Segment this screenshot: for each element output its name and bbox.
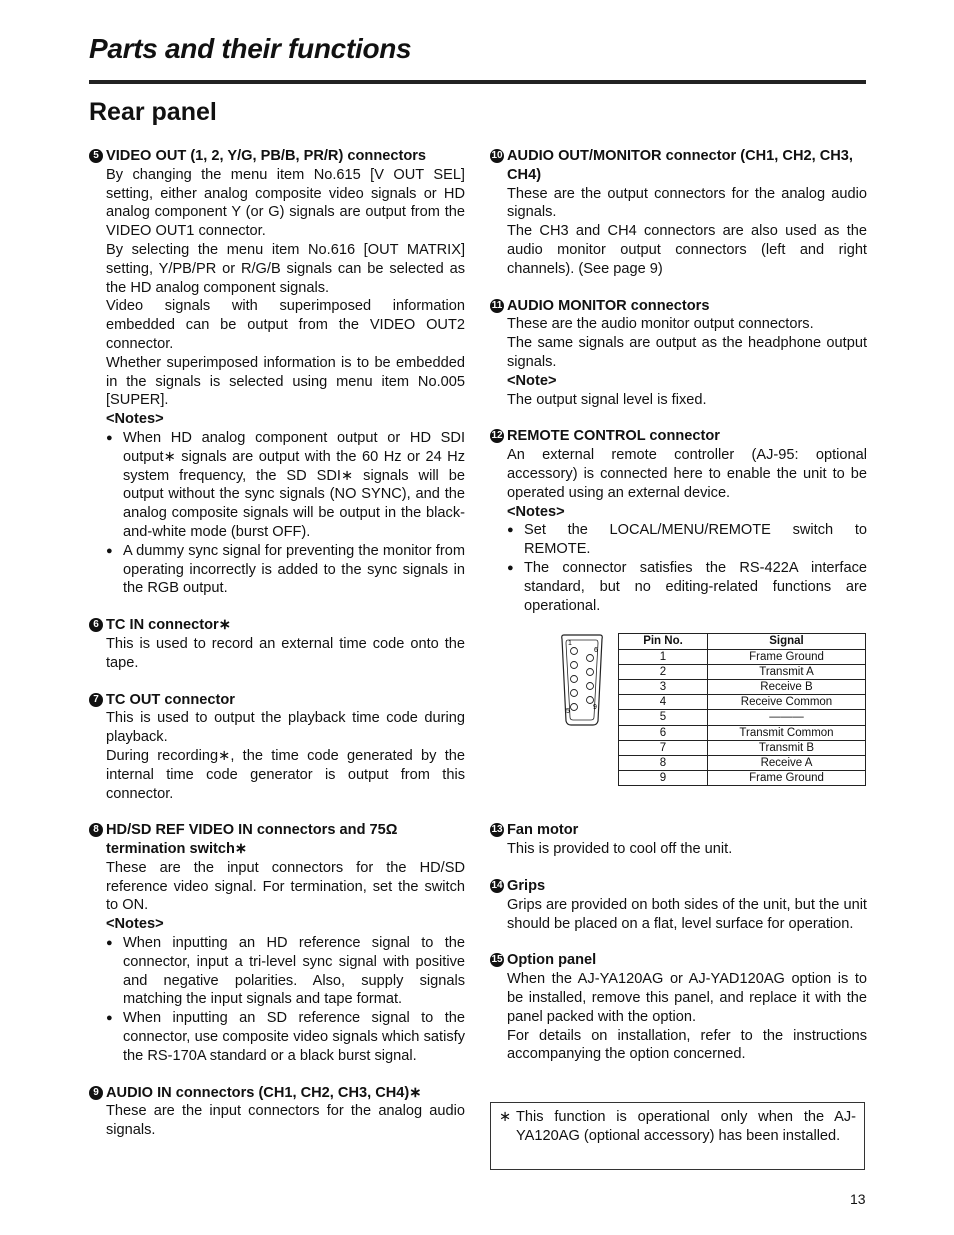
item-body [507, 896, 867, 934]
item-paragraph: For details on installation, refer to the instructions accompanying the option concerned. [507, 1027, 867, 1063]
pin-number-cell: 7 [619, 740, 708, 755]
bullet-text: When HD analog component output or HD SDI output∗ signals are output with the 60 Hz or 24 Hz system frequency, the SD SDI∗ signals will be output without the sync signals (NO SYNC), and the analog composite signals will be output in the black-and-white mode (burst OFF). [123, 429, 465, 540]
pin-4 [571, 690, 578, 697]
item-number-badge: 12 [491, 430, 503, 442]
bullet-text: A dummy sync signal for preventing the monitor from operating incorrectly is added to the sync signals in the RGB output. [123, 542, 465, 597]
table-row [619, 725, 866, 740]
bullet-icon: ● [106, 937, 113, 950]
item-15 [490, 951, 867, 1064]
pin-table [618, 633, 866, 786]
table-row [619, 649, 866, 664]
item-body [507, 840, 867, 859]
table-row [619, 740, 866, 755]
bullet-icon: ● [106, 1012, 113, 1025]
item-heading-text: Grips [507, 877, 546, 894]
item-paragraph: These are the audio monitor output connectors. [507, 316, 814, 333]
item-10 [490, 147, 867, 279]
item-heading [89, 821, 465, 859]
pin-6 [587, 655, 594, 662]
notes-label: <Notes> [106, 916, 164, 933]
pin-5 [571, 704, 578, 711]
item-paragraph: Video signals with superimposed information embedded can be output from the VIDEO OUT2 connector. [106, 298, 465, 352]
item-paragraph: This is used to record an external time code onto the tape. [106, 635, 465, 671]
item-12 [490, 427, 867, 615]
pin-3 [571, 676, 578, 683]
pin-number-cell: 5 [619, 710, 708, 725]
pin-number-cell: 4 [619, 695, 708, 710]
title-rule [89, 80, 866, 84]
bullet-text: When inputting an SD reference signal to the connector, use composite video signals which satisfy the RS-170A standard or a black burst signal. [123, 1010, 465, 1064]
item-heading-text: TC IN connector∗ [106, 617, 231, 634]
item-paragraph: This is provided to cool off the unit. [507, 841, 733, 858]
item-body [106, 859, 465, 1066]
item-14 [490, 877, 867, 933]
item-heading [490, 951, 867, 970]
note-bullet [106, 934, 465, 1009]
notes-label: <Notes> [507, 503, 565, 520]
pin-label: 6 [594, 647, 598, 655]
signal-cell: Frame Ground [708, 649, 866, 664]
item-paragraph: These are the output connectors for the analog audio signals. [507, 185, 867, 221]
pin-1 [571, 648, 578, 655]
signal-cell: Transmit Common [708, 725, 866, 740]
right-column [490, 147, 867, 1082]
pin-table-header-row [619, 634, 866, 649]
pin-assignment-area [490, 633, 867, 803]
item-body [507, 970, 867, 1064]
item-number-badge: 9 [89, 1086, 103, 1100]
footnote-box [490, 1102, 865, 1170]
item-paragraph: This is used to output the playback time code during playback. [106, 710, 465, 746]
item-paragraph: During recording∗, the time code generated by the internal time code generator is output from this connector. [106, 747, 465, 802]
pin-label: 1 [568, 640, 572, 648]
item-body [106, 1102, 465, 1140]
item-8 [89, 821, 465, 1065]
item-paragraph: The same signals are output as the headphone output signals. [507, 335, 867, 370]
item-heading-text: TC OUT connector [106, 691, 235, 708]
signal-cell: Receive Common [708, 695, 866, 710]
item-number-badge: 5 [89, 149, 103, 163]
page-number: 13 [850, 1191, 866, 1207]
item-heading [490, 427, 867, 446]
table-row [619, 695, 866, 710]
pin-number-cell: 9 [619, 771, 708, 786]
pin-number-cell: 6 [619, 725, 708, 740]
left-column [89, 147, 465, 1158]
item-heading [89, 691, 465, 710]
item-number-badge: 10 [491, 150, 503, 161]
note-bullet [106, 1009, 465, 1065]
signal-cell: Receive B [708, 679, 866, 694]
item-paragraph: The output signal level is fixed. [507, 391, 707, 408]
item-5 [89, 147, 465, 598]
item-heading [490, 297, 867, 316]
table-row [619, 710, 866, 725]
pin-number-cell: 3 [619, 679, 708, 694]
table-row [619, 755, 866, 770]
item-body [507, 185, 867, 279]
item-paragraph: When the AJ-YA120AG or AJ-YAD120AG option is to be installed, remove this panel, and replace it with the panel packed with the option. [507, 971, 867, 1025]
item-heading [89, 1084, 465, 1103]
item-number-badge: 6 [89, 618, 103, 632]
bullet-icon: ● [507, 524, 514, 537]
item-number-badge: 13 [491, 824, 503, 836]
note-bullet [106, 542, 465, 598]
item-9 [89, 1084, 465, 1140]
table-row [619, 664, 866, 679]
item-number-badge: 15 [491, 954, 503, 966]
signal-cell: Transmit B [708, 740, 866, 755]
item-heading-text: Fan motor [507, 822, 579, 839]
item-paragraph: Whether superimposed information is to be embedded in the signals is selected using menu item No.005 [SUPER]. [106, 354, 465, 409]
item-number-badge: 8 [89, 823, 103, 837]
item-7 [89, 691, 465, 804]
item-body [106, 166, 465, 598]
item-number-badge: 14 [491, 879, 503, 891]
item-paragraph: The CH3 and CH4 connectors are also used as the audio monitor output connectors (left and right channels). (See page 9) [507, 223, 867, 277]
item-paragraph: By changing the menu item No.615 [V OUT SEL] setting, either analog composite video signals or HD analog component Y (or G) signals are output from the VIDEO OUT1 connector. [106, 166, 465, 240]
section-title: Rear panel [89, 98, 217, 126]
item-paragraph: Grips are provided on both sides of the unit, but the unit should be placed on a flat, level surface for operation. [507, 896, 867, 932]
bullet-text: The connector satisfies the RS-422A interface standard, but no editing-related functions are operational. [524, 559, 867, 614]
bullet-icon: ● [106, 431, 113, 444]
item-heading-text: HD/SD REF VIDEO IN connectors and 75Ω termination switch∗ [106, 822, 398, 858]
note-bullet [507, 521, 867, 559]
item-body [106, 635, 465, 673]
pin-number-cell: 2 [619, 664, 708, 679]
item-heading-text: AUDIO MONITOR connectors [507, 297, 710, 314]
item-heading [89, 616, 465, 635]
pin-label: 9 [593, 704, 597, 712]
item-heading-text: Option panel [507, 952, 597, 969]
page-title: Parts and their functions [89, 33, 412, 64]
item-11 [490, 297, 867, 410]
pin-7 [587, 669, 594, 676]
item-heading [490, 821, 867, 840]
pin-table-header: Pin No. [619, 634, 708, 649]
item-body [106, 709, 465, 803]
note-bullet [507, 559, 867, 615]
pin-number-cell: 8 [619, 755, 708, 770]
pin-2 [571, 662, 578, 669]
item-paragraph: These are the input connectors for the HD/SD reference video signal. For termination, set the switch to ON. [106, 859, 465, 914]
item-heading-text: VIDEO OUT (1, 2, Y/G, PB/B, PR/R) connectors [106, 148, 427, 164]
notes-label: <Note> [507, 372, 557, 389]
pin-table-header: Signal [708, 634, 866, 649]
table-row [619, 771, 866, 786]
bullet-icon: ● [507, 561, 514, 574]
signal-cell: Transmit A [708, 664, 866, 679]
item-body [507, 315, 867, 409]
item-paragraph: An external remote controller (AJ-95: optional accessory) is connected here to enable the unit to be operated using an external device. [507, 447, 867, 501]
footnote-star: ∗ [499, 1109, 512, 1125]
bullet-text: Set the LOCAL/MENU/REMOTE switch to REMOTE. [524, 522, 867, 558]
footnote-text: This function is operational only when the AJ-YA120AG (optional accessory) has been installed. [516, 1109, 856, 1144]
pin-number-cell: 1 [619, 649, 708, 664]
signal-cell: Receive A [708, 755, 866, 770]
item-heading-text: AUDIO OUT/MONITOR connector (CH1, CH2, CH3, CH4) [507, 148, 853, 183]
item-heading-text: AUDIO IN connectors (CH1, CH2, CH3, CH4)∗ [106, 1084, 422, 1101]
pin-9 [587, 697, 594, 704]
notes-label: <Notes> [106, 411, 164, 428]
item-heading [490, 877, 867, 896]
dsub9-connector-icon [560, 633, 604, 727]
bullet-icon: ● [106, 544, 113, 557]
item-paragraph: By selecting the menu item No.616 [OUT MATRIX] setting, Y/PB/PR or R/G/B signals can be selected as the HD analog component signals. [106, 241, 465, 296]
signal-cell: ——— [708, 710, 866, 725]
item-number-badge: 11 [491, 299, 503, 311]
item-body [507, 446, 867, 615]
table-row [619, 679, 866, 694]
item-heading-text: REMOTE CONTROL connector [507, 428, 720, 445]
signal-cell: Frame Ground [708, 771, 866, 786]
bullet-text: When inputting an HD reference signal to the connector, input a tri-level sync signal with positive and negative polarities. Also, supply signals matching the input signals and tape format. [123, 935, 465, 1008]
item-heading [490, 147, 867, 185]
item-heading [89, 147, 465, 166]
item-13 [490, 821, 867, 859]
pin-label: 5 [566, 708, 570, 716]
item-6 [89, 616, 465, 672]
note-bullet [106, 429, 465, 542]
item-number-badge: 7 [89, 693, 103, 707]
pin-8 [587, 683, 594, 690]
item-paragraph: These are the input connectors for the analog audio signals. [106, 1103, 465, 1139]
